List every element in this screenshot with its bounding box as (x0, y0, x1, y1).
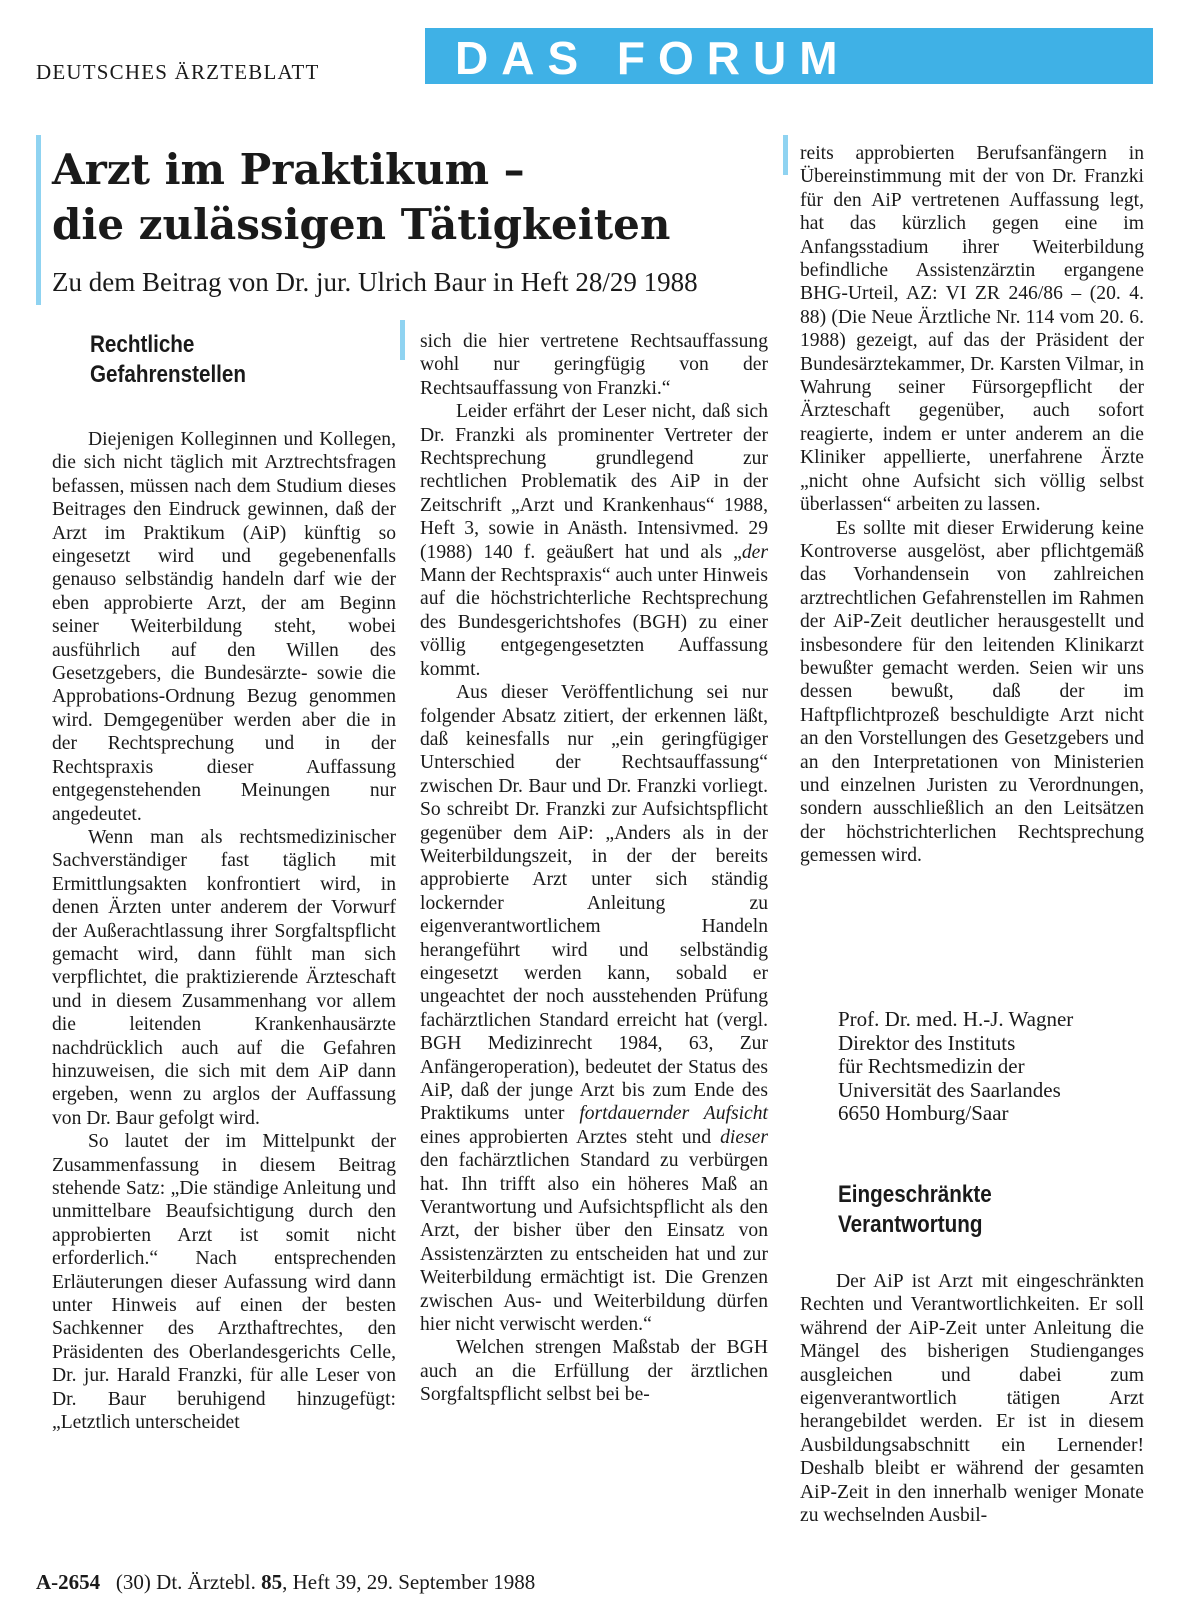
paragraph: So lautet der im Mittelpunkt der Zusammenfassung in diesem Beitrag stehende Satz: „Die ständige Anleitung und unmittelbare Beaufsichtigung durch den approbierten Arzt ist somit nicht erforderlich.“ Nach entsprechenden Erläuterungen dieser Aufassung wird dann unter Hinweis auf einen der besten Sachkenner des Arzthaftrechtes, den Präsidenten des Oberlandesgerichts Celle, Dr. jur. Harald Franzki, für alle Leser von Dr. Baur beruhigend hinzugefügt: „Letztlich unterscheidet (52, 1131, 396, 1434)
text-column-1 (52, 428, 396, 1434)
signature-line: Universität des Saarlandes (838, 1077, 1061, 1102)
paragraph (420, 681, 768, 1336)
section-heading-line-2: Verantwortung (838, 1211, 983, 1238)
paragraph (420, 400, 768, 681)
page-footer (36, 1570, 535, 1595)
signature-line: 6650 Homburg/Saar (838, 1101, 1009, 1126)
text-run: Mann der Rechtspraxis“ auch unter Hinweis auf die höchstrichterliche Rechtsprechung des Bundesgerichtshofes (BGH) zu einer völlig entgegengesetzten Auffassung kommt. (420, 565, 768, 680)
text-column-3 (800, 142, 1144, 868)
issue-date: , Heft 39, 29. September 1988 (282, 1570, 536, 1594)
section-heading-line-1: Eingeschränkte (838, 1181, 992, 1208)
journal-citation: (30) Dt. Ärztebl. (115, 1570, 256, 1594)
article-subtitle: Zu dem Beitrag von Dr. jur. Ulrich Baur in Heft 28/29 1988 (52, 267, 698, 297)
signature-line: für Rechtsmedizin der (838, 1054, 1025, 1079)
paragraph: Der AiP ist Arzt mit eingeschränkten Rechten und Verantwortlichkeiten. Er soll während der AiP-Zeit unter Anleitung die Mängel des bisherigen Studienganges ausgleichen und dabei zum eigenverantwortlich tätigen Arzt herangebildet werden. Er ist in diesem Ausbildungsabschnitt ein Lernender! Deshalb bleibt er während der gesamten AiP-Zeit in den innerhalb weniger Monate zu wechselnden Ausbil- (800, 1271, 1144, 1527)
accent-bar-left (36, 135, 41, 305)
paragraph: reits approbierten Berufsanfängern in Übereinstimmung mit der von Dr. Franzki für den AiP vertretenen Auffassung legt, hat das kürzlich gegen eine im Anfangsstadium ihrer Weiterbildung befindliche Assistenzärztin ergangene BHG-Urteil, AZ: VI ZR 246/86 – (20. 4. 88) (Die Neue Ärztliche Nr. 114 vom 20. 6. 1988) gezeigt, auf das der Präsident der Bundesärztekammer, Dr. Karsten Vilmar, in Wahrung seiner Fürsorgepflicht der Ärzteschaft gegenüber, auch sofort reagierte, indem er unter anderem an die Kliniker appellierte, unerfahrene Ärzte „nicht ohne Aufsicht sich völlig selbst überlassen“ arbeiten zu lassen. (800, 143, 1144, 516)
text-column-3-continued (800, 1270, 1144, 1527)
section-heading-line-1: Rechtliche (90, 331, 195, 358)
emphasis: der (741, 541, 768, 563)
paragraph: Wenn man als rechtsmedizinischer Sachverständiger fast täglich mit Ermittlungsakten konfrontiert wird, in denen Ärzten unter anderem der Vorwurf der Außerachtlassung ihrer Sorgfaltspflicht gemacht wird, dann fühlt man sich verpflichtet, die praktizierende Ärzteschaft und in diesem Zusammenhang vor allem die leitenden Krankenhausärzte nachdrücklich auch auf die Gefahren hinzuweisen, die sich mit dem AiP dann ergeben, wenn zu arglos der Auffassung von Dr. Baur gefolgt wird. (52, 826, 396, 1129)
article-title (52, 142, 792, 252)
text-run: Aus dieser Veröffentlichung sei nur folgender Absatz zitiert, der erkennen läßt, daß keinesfalls nur „ein geringfügiger Unterschied der Rechtsauffassung“ zwischen Dr. Baur und Dr. Franzki vorliegt. So schreibt Dr. Franzki zur Aufsichtspflicht gegenüber dem AiP: „Anders als in der Weiterbildungszeit, in der der bereits approbierte Arzt unter sich ständig lockernder Anleitung zu eigenverantwortlichem Handeln herangeführt wird und selbständig eingesetzt werden kann, sobald er ungeachtet der noch ausstehenden Prüfung fachärztlichen Standard erreicht hat (vergl. BGH Medizinrecht 1984, 63, Zur Anfängeroperation), bedeutet der Status des AiP, daß der junge Arzt bis zum Ende des Praktikums unter (420, 682, 768, 1125)
author-signature (838, 1008, 1073, 1126)
masthead: DEUTSCHES ÄRZTEBLATT (36, 60, 320, 84)
text-run: den fachärztlichen Standard zu verbürgen hat. Ihn trifft also ein höheres Maß an Verantwortung und Aufsichtspflicht als den Arzt, der bisher über den Einsatz von Assistenzärzten zu entscheiden hat und zur Weiterbildung ermächtigt ist. Die Grenzen zwischen Aus- und Weiterbildung dürfen hier nicht verwischt werden.“ (420, 1150, 768, 1336)
paragraph: Diejenigen Kolleginnen und Kollegen, die sich nicht täglich mit Arztrechtsfragen befassen, müssen nach dem Studium dieses Beitrages den Eindruck gewinnen, daß der Arzt im Praktikum (AiP) künftig so eingesetzt wird und gegebenenfalls genauso selbständig handeln darf wie der eben approbierte Arzt, der am Beginn seiner Weiterbildung steht, wobei ausführlich auf den Willen des Gesetzgebers, die Bundesärzte- sowie die Approbations-Ordnung Bezug genommen wird. Demgegenüber werden aber die in der Rechtsprechung und in der Rechtspraxis dieser Auffassung entgegenstehenden Meinungen nur angedeutet. (52, 429, 396, 825)
section-heading-eingeschraenkte (838, 1180, 992, 1240)
signature-line: Direktor des Instituts (838, 1030, 1016, 1055)
paragraph: Es sollte mit dieser Erwiderung keine Kontroverse ausgelöst, aber pflichtgemäß das Vorhandensein von zahlreichen arztrechtlichen Gefahrenstellen im Rahmen der AiP-Zeit deutlicher herausgestellt und insbesondere für den leitenden Klinikarzt bewußter gemacht werden. Seien wir uns dessen bewußt, daß der im Haftpflichtprozeß beschuldigte Arzt nicht an den Vorstellungen des Gesetzgebers und an den Interpretationen von Ministerien und einzelnen Juristen zu Verordnungen, sondern ausschließlich an den Leitsätzen der höchstrichterlichen Rechtsprechung gemessen wird. (800, 517, 1144, 867)
article-title-line-2: die zulässigen Tätigkeiten (52, 200, 671, 249)
text-run: Leider erfährt der Leser nicht, daß sich Dr. Franzki als prominenter Vertreter der Rechtsprechung grundlegend zur rechtlichen Problematik des AiP in der Zeitschrift „Arzt und Krankenhaus“ 1988, Heft 3, sowie in Anästh. Intensivmed. 29 (1988) 140 f. geäußert hat und als „ (420, 401, 768, 563)
section-heading-rechtliche (90, 330, 246, 390)
emphasis: fortdauernder Aufsicht (579, 1103, 768, 1125)
article-title-line-1: Arzt im Praktikum – (52, 145, 525, 194)
text-column-2 (420, 330, 768, 1407)
page-number: A-2654 (36, 1570, 101, 1594)
volume-number: 85 (261, 1570, 283, 1594)
signature-line: Prof. Dr. med. H.-J. Wagner (838, 1007, 1074, 1031)
forum-banner (425, 28, 1153, 84)
paragraph: Welchen strengen Maßstab der BGH auch an die Erfüllung der ärztlichen Sorgfaltspflicht selbst bei be- (420, 1337, 768, 1406)
forum-banner-title: DAS FORUM (455, 32, 851, 84)
section-heading-line-2: Gefahrenstellen (90, 361, 247, 388)
paragraph: sich die hier vertretene Rechtsauffassung wohl nur geringfügig von der Rechtsauffassung von Franzki.“ (420, 331, 768, 399)
accent-bar-column-2 (400, 320, 405, 360)
emphasis: dieser (720, 1126, 768, 1148)
text-run: eines approbierten Arztes steht und (420, 1126, 721, 1148)
